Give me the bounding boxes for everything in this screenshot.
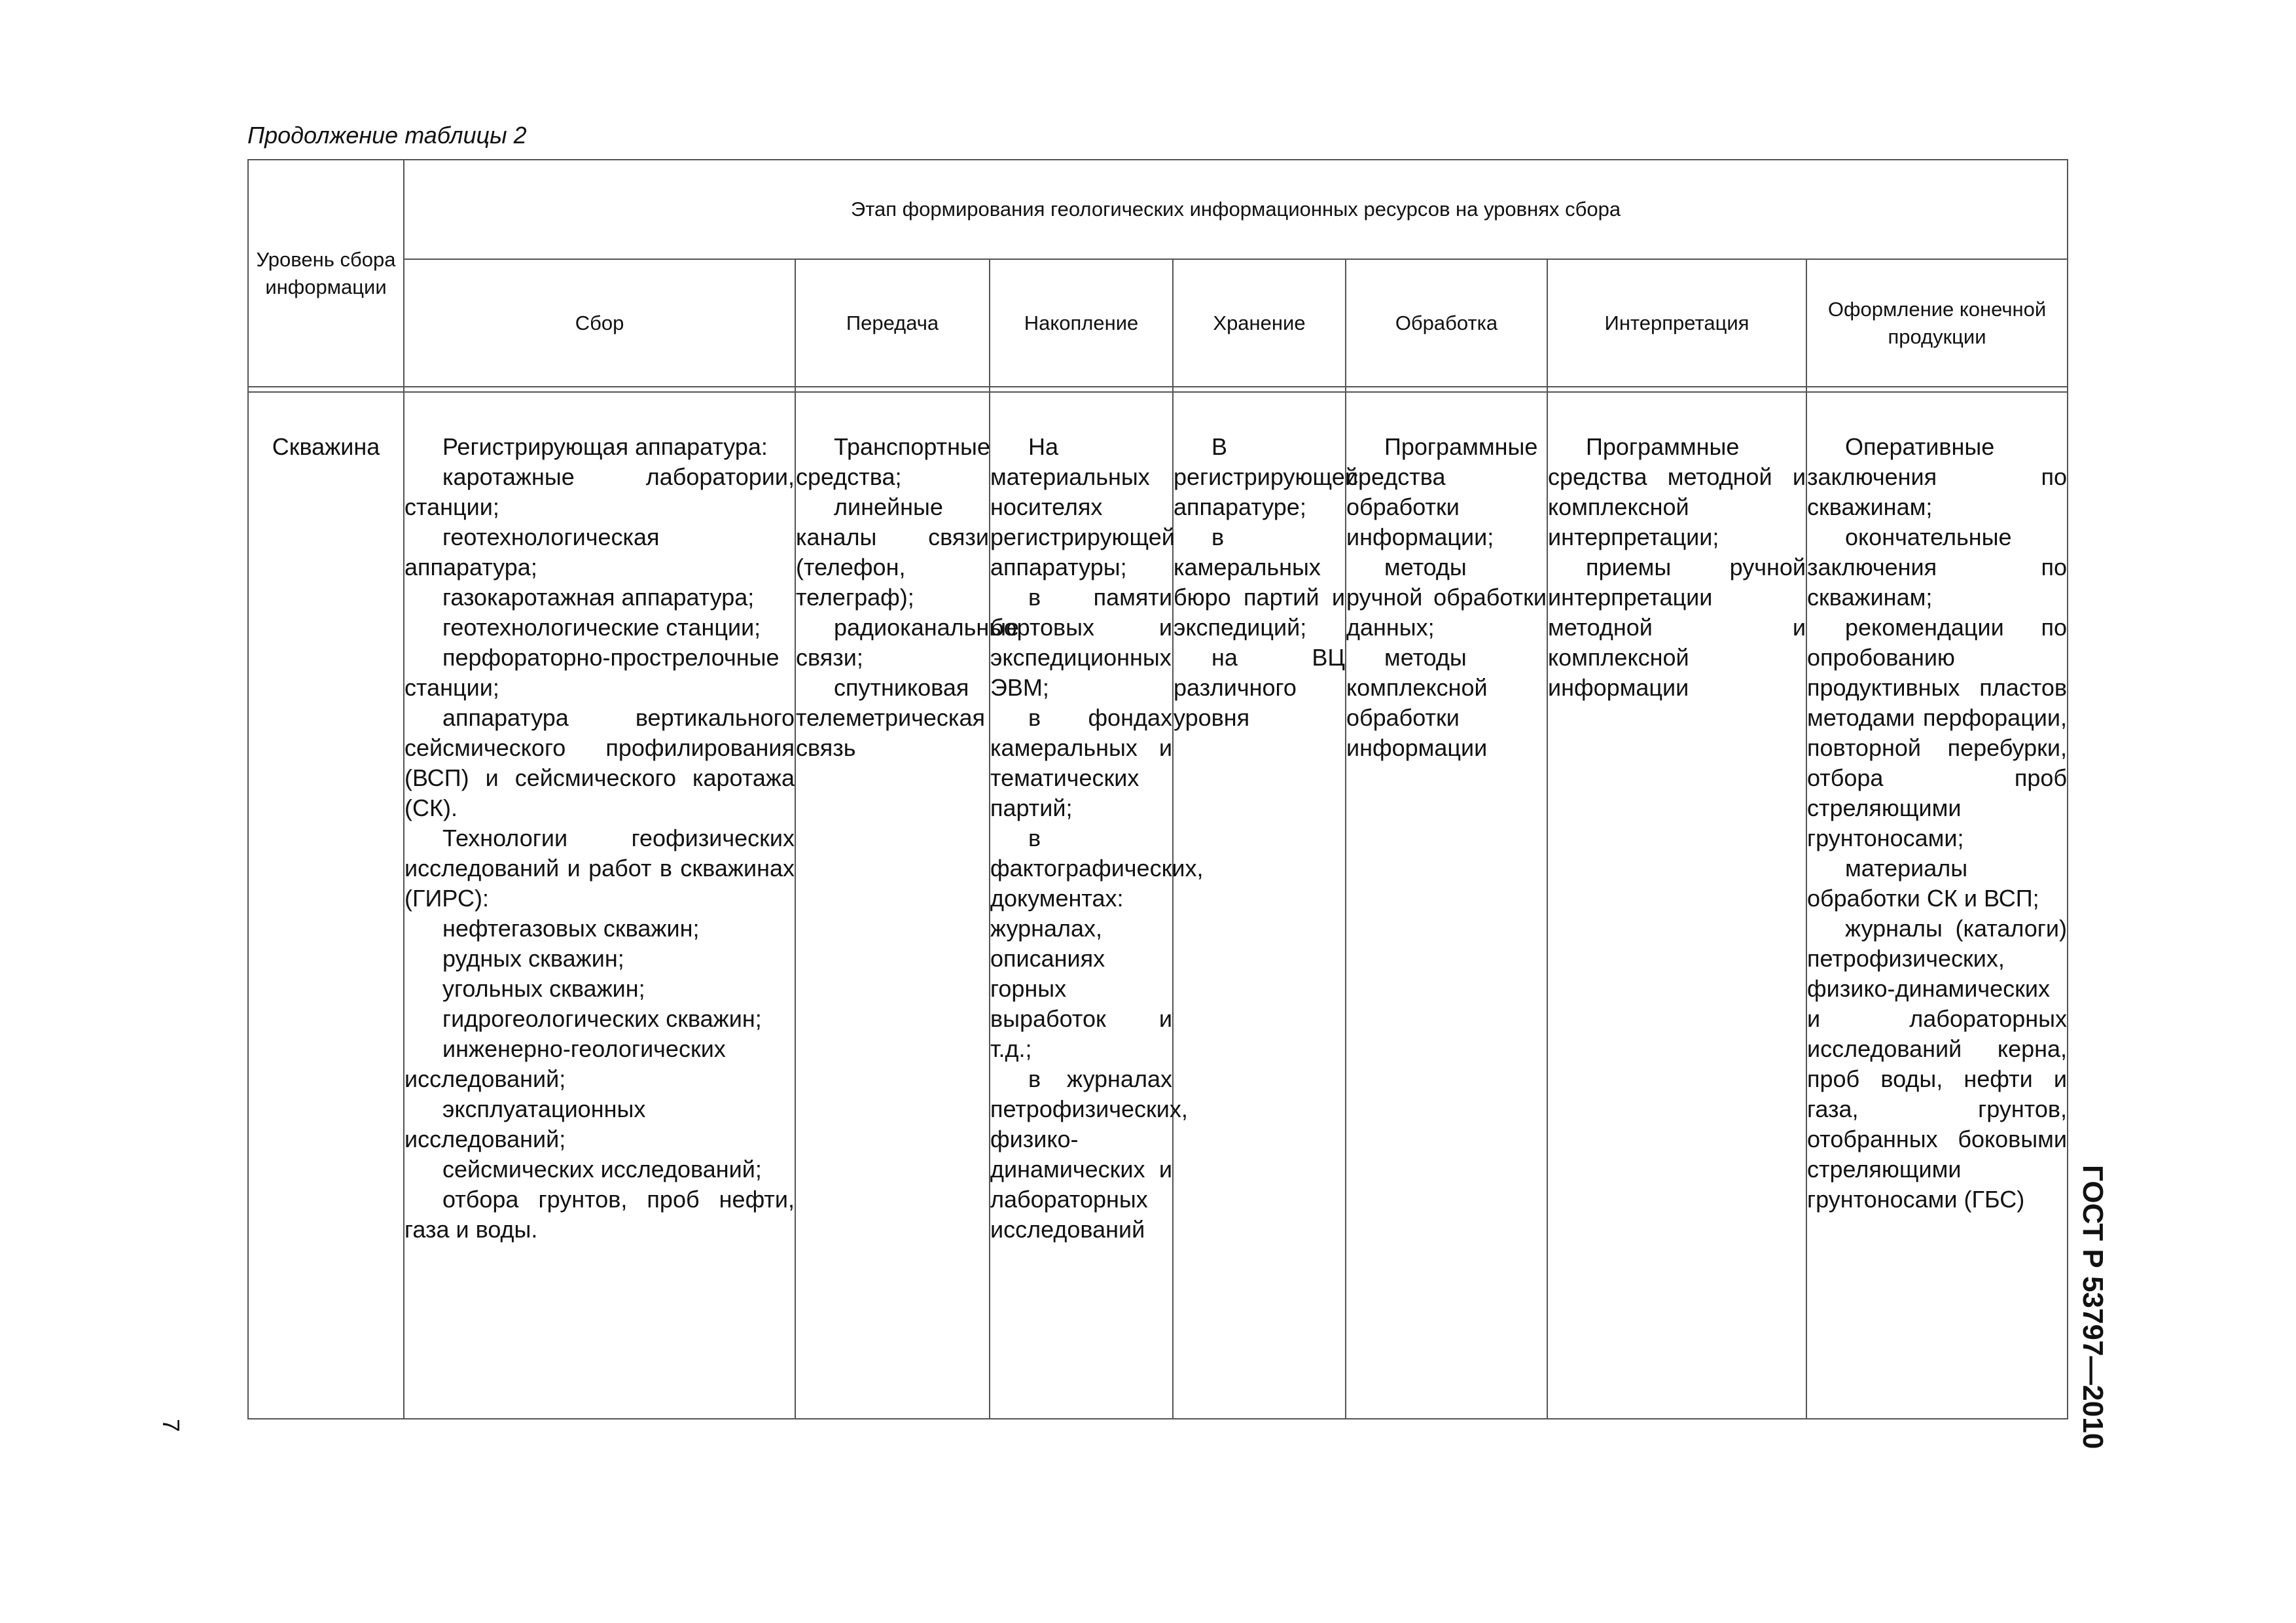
- list-item: на ВЦ различного уровня: [1174, 644, 1345, 731]
- cell-final-products: [1806, 392, 2068, 1419]
- list-item: в фондах камеральных и тематических партий;: [990, 704, 1172, 821]
- list-item: перфораторно-прострелочные станции;: [404, 644, 780, 701]
- list-item: в журналах петрофизических, физико-динамических и лабораторных исследований: [990, 1065, 1188, 1243]
- list-item: геотехнологические станции;: [442, 614, 761, 641]
- header-col-accumulation: Накопление: [990, 259, 1173, 387]
- cell-collection: [404, 392, 795, 1419]
- list-item: приемы ручной интерпретации методной и комплексной информации: [1548, 554, 1806, 701]
- list-item: методы комплексной обработки информации: [1346, 644, 1488, 761]
- list-item: инженерно-геологических исследований;: [404, 1035, 726, 1092]
- cell-accumulation: [990, 392, 1204, 1419]
- list-item: сейсмических исследований;: [442, 1156, 762, 1183]
- list-item: материалы обработки СК и ВСП;: [1807, 855, 2039, 912]
- header-col-storage: Хранение: [1173, 259, 1346, 387]
- list-item: методы ручной обработки данных;: [1346, 554, 1547, 641]
- list-item: в памяти бортовых и экспедиционных ЭВМ;: [990, 584, 1172, 701]
- page-number: 7: [158, 1419, 185, 1433]
- list-item: эксплуатационных исследований;: [404, 1096, 646, 1152]
- cell-level: [248, 392, 404, 1419]
- list-item: газокаротажная аппаратура;: [442, 584, 755, 611]
- list-item: отбора грунтов, проб нефти, газа и воды.: [404, 1186, 795, 1243]
- level-value: Скважина: [272, 433, 380, 460]
- list-item: гидрогеологических скважин;: [442, 1005, 762, 1032]
- list-item: Оперативные заключения по скважинам;: [1807, 433, 2068, 520]
- header-col-processing: Обработка: [1346, 259, 1547, 387]
- header-col-transfer: Передача: [795, 259, 990, 387]
- list-item: окончательные заключения по скважинам;: [1807, 524, 2068, 611]
- cell-processing: [1346, 392, 1547, 1419]
- stages-table: [247, 159, 2068, 1419]
- header-col-final-products: Оформление конечной продукции: [1806, 259, 2068, 387]
- cell-interpretation: [1547, 392, 1806, 1419]
- list-item: радиоканальные связи;: [796, 614, 1020, 671]
- list-item: Технологии геофизических исследований и работ в скважинах (ГИРС):: [404, 825, 795, 912]
- list-item: в камеральных бюро партий и экспедиций;: [1174, 524, 1345, 641]
- header-stage-title: Этап формирования геологических информационных ресурсов на уровнях сбора: [404, 160, 2068, 259]
- list-item: Программные средства обработки информации;: [1346, 433, 1538, 550]
- list-item: угольных скважин;: [442, 975, 645, 1002]
- list-item: аппаратура вертикального сейсмического профилирования (ВСП) и сейсмического каротажа (СК).: [404, 704, 795, 821]
- cell-transfer: [795, 392, 1020, 1419]
- list-item: рекомендации по опробованию продуктивных пластов методами перфорации, повторной перебурки, отбора проб стреляющими грунтоносами;: [1807, 614, 2068, 851]
- list-item: линейные каналы связи (телефон, телеграф);: [796, 493, 989, 611]
- list-item: Регистрирующая аппаратура:: [442, 433, 768, 460]
- list-item: В регистрирующей аппаратуре;: [1174, 433, 1358, 520]
- header-level: Уровень сбора информации: [248, 160, 404, 387]
- list-item: Программные средства методной и комплексной интерпретации;: [1548, 433, 1806, 550]
- header-col-collection: Сбор: [404, 259, 795, 387]
- document-standard-label: ГОСТ Р 53797—2010: [2077, 1165, 2109, 1450]
- list-item: журналы (каталоги) петрофизических, физико-динамических и лабораторных исследований керна, проб воды, нефти и газа, грунтов, отобранных боковыми стреляющими грунтоносами (ГБС): [1807, 915, 2068, 1213]
- list-item: в фактографических, документах: журналах, описаниях горных выработок и т.д.;: [990, 825, 1204, 1062]
- list-item: спутниковая телеметрическая связь: [796, 674, 985, 761]
- cell-storage: [1173, 392, 1358, 1419]
- header-col-interpretation: Интерпретация: [1547, 259, 1806, 387]
- list-item: нефтегазовых скважин;: [442, 915, 700, 942]
- list-item: На материальных носителях регистрирующей аппаратуры;: [990, 433, 1175, 580]
- list-item: геотехнологическая аппаратура;: [404, 524, 660, 580]
- list-item: каротажные лаборатории, станции;: [404, 463, 795, 520]
- list-item: рудных скважин;: [442, 945, 624, 972]
- list-item: Транспортные средства;: [796, 433, 990, 490]
- table-caption: Продолжение таблицы 2: [247, 122, 527, 149]
